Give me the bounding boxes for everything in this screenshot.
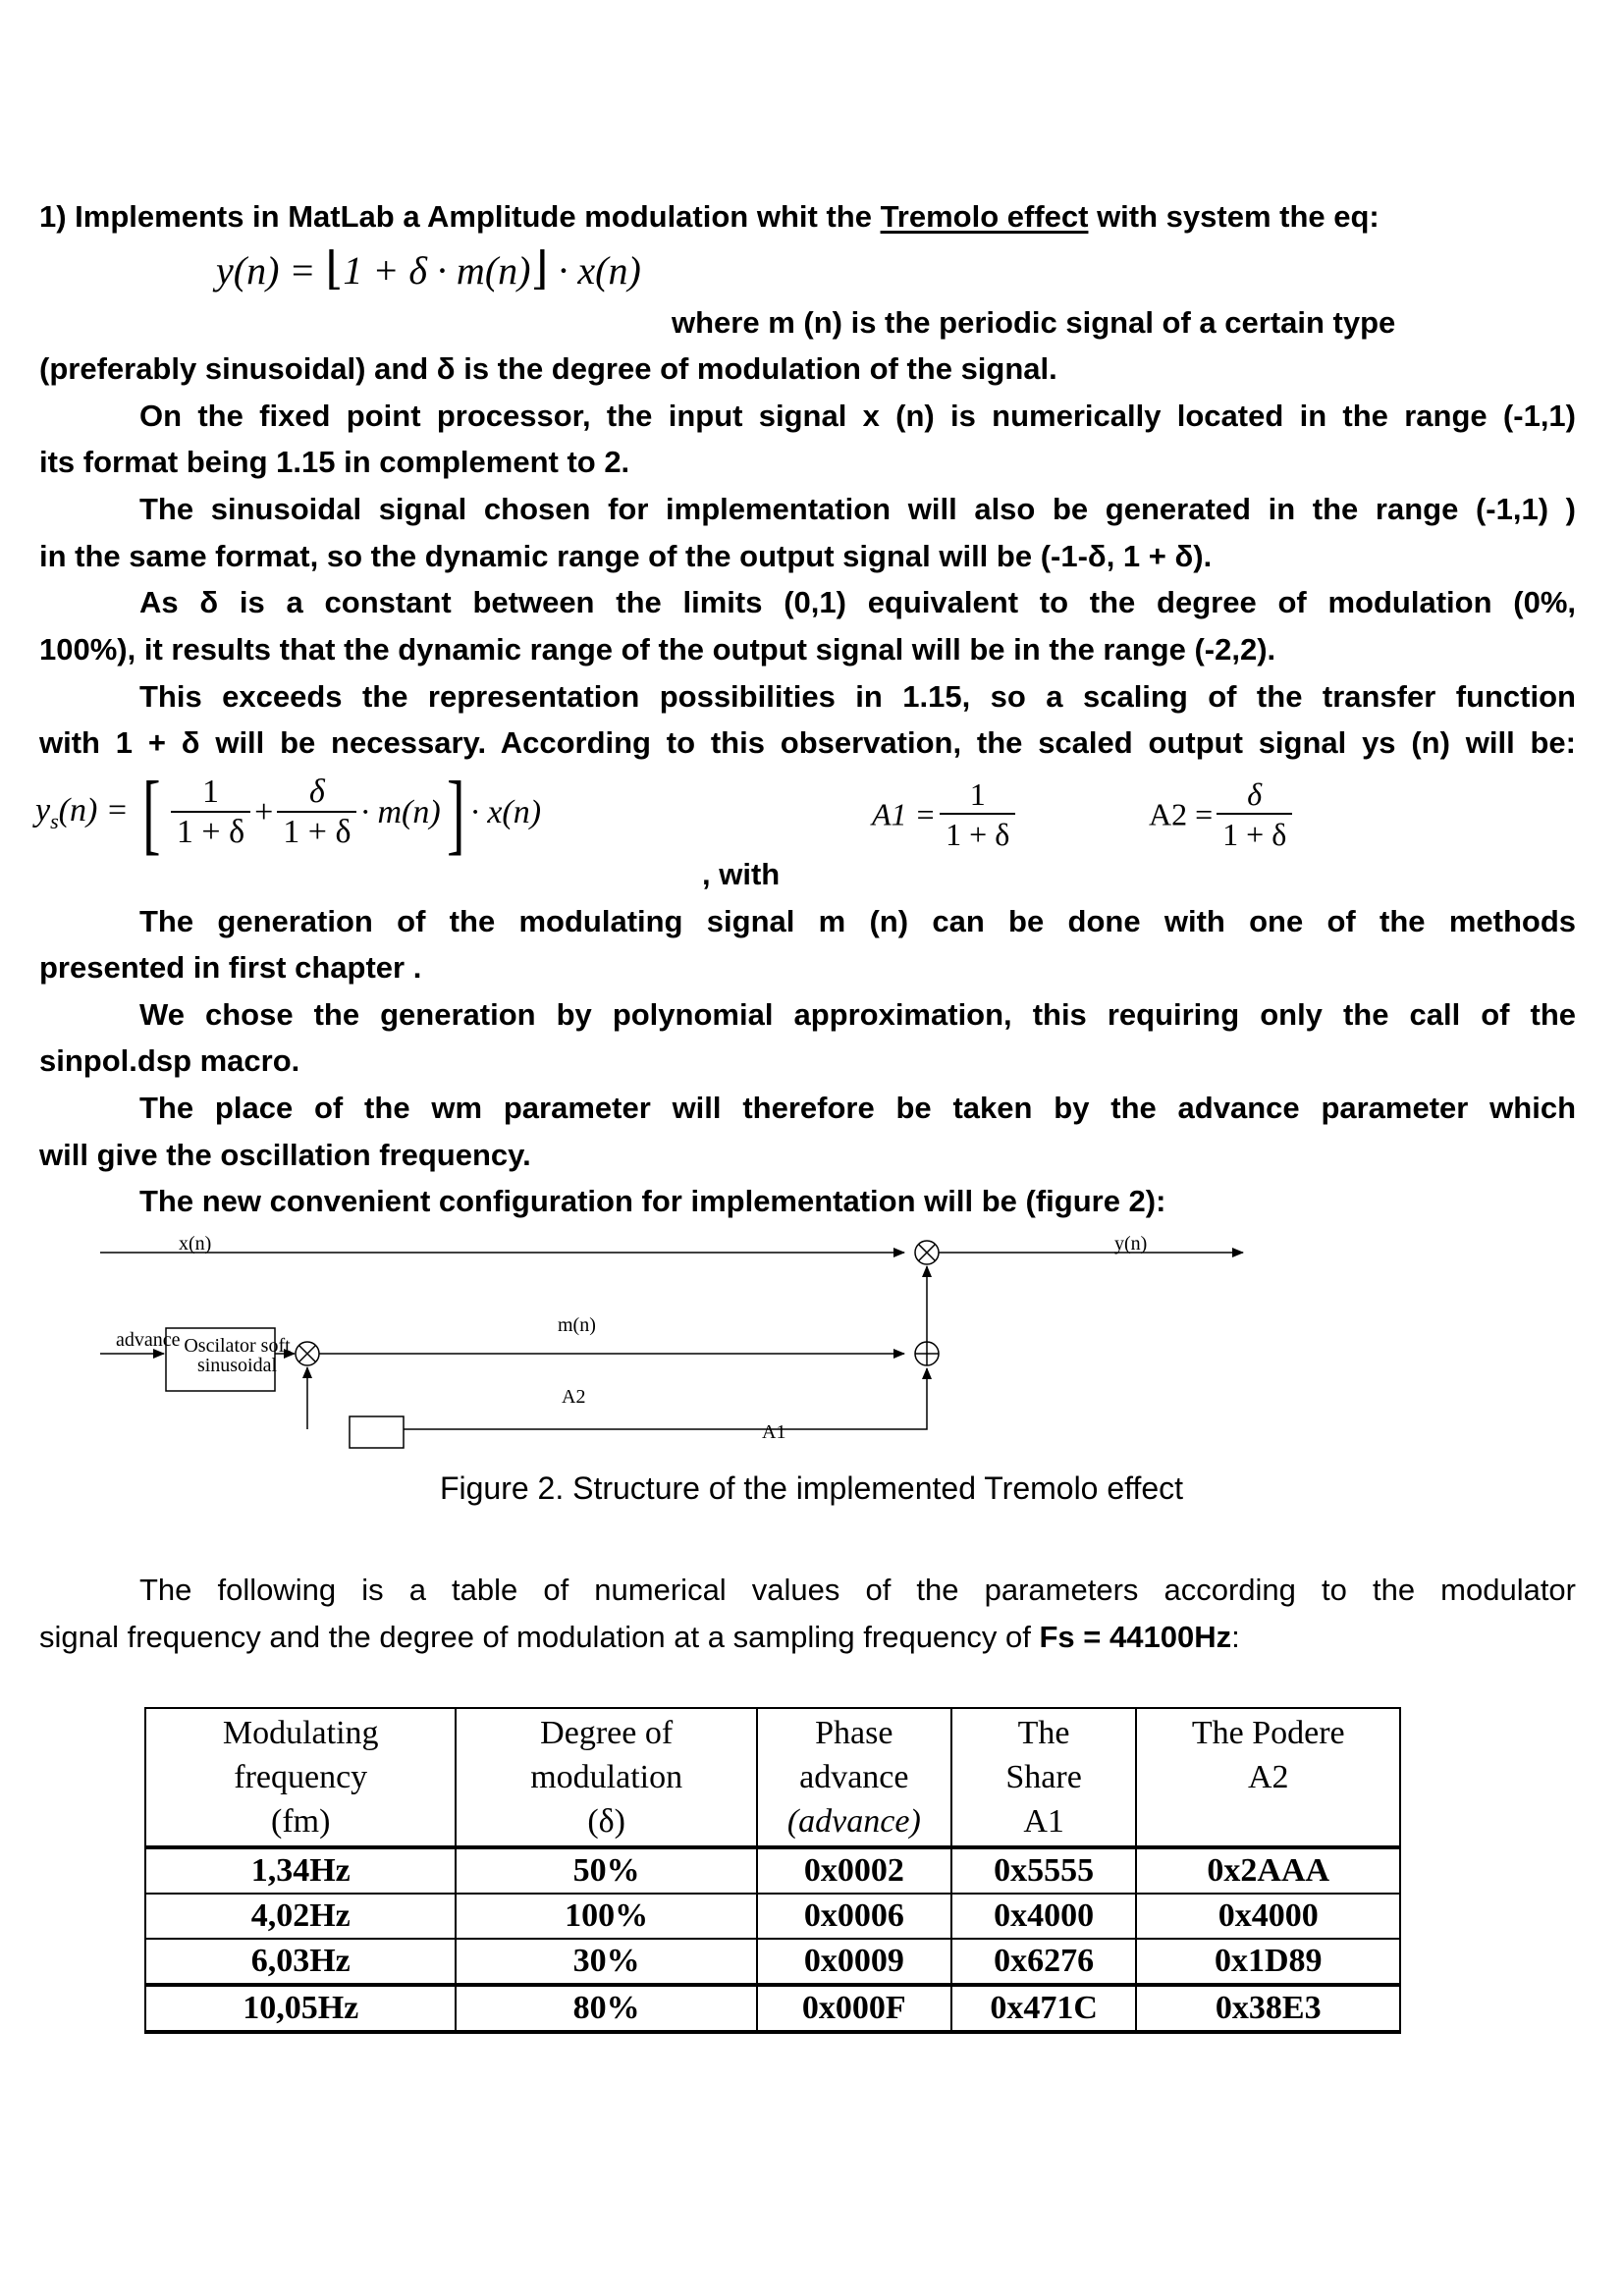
paragraph-text: This exceeds the representation possibilities in 1.15, so a scaling of the transfer function [139, 679, 1576, 714]
paragraph-text: 100%), it results that the dynamic range of the output signal will be in the range (-2,2). [39, 632, 1276, 667]
diagram-label-input: x(n) [179, 1233, 212, 1255]
paragraph-text: The sinusoidal signal chosen for implementation will also be generated in the range (-1,1) ) [139, 492, 1576, 526]
paragraph-text: On the fixed point processor, the input signal x (n) is numerically located in the range (-1,1) [139, 399, 1576, 433]
paragraph-text: As δ is a constant between the limits (0,1) equivalent to the degree of modulation (0%, [139, 585, 1576, 619]
section-heading: 1) Implements in MatLab a Amplitude modulation whit the Tremolo effect with system the eq: [39, 199, 1380, 234]
fraction: $\frac{\delta}{1 + \delta}$ [277, 774, 356, 852]
table-header-row [145, 1708, 1400, 1847]
paragraph-text: We chose the generation by polynomial approximation, this requiring only the call of the [139, 997, 1576, 1032]
paragraph-text: (preferably sinusoidal) and δ is the degree of modulation of the signal. [39, 351, 1057, 386]
paragraph-text: its format being 1.15 in complement to 2. [39, 445, 630, 479]
column-header: The Share A1 [951, 1708, 1137, 1847]
column-header: Phase advance (advance) [757, 1708, 951, 1847]
table-row: 10,05Hz 80% 0x000F 0x471C 0x38E3 [145, 1985, 1400, 2032]
table-row: 1,34Hz 50% 0x0002 0x5555 0x2AAA [145, 1847, 1400, 1894]
table-row: 6,03Hz 30% 0x0009 0x6276 0x1D89 [145, 1939, 1400, 1985]
column-header: Modulating frequency (fm) [145, 1708, 456, 1847]
block-diagram [0, 1217, 1623, 1502]
diagram-label-a2: A2 [562, 1386, 586, 1408]
paragraph-text: The new convenient configuration for implementation will be (figure 2): [139, 1184, 1166, 1218]
equation-scaled-output: $y_s(n)$ = [ $\frac{1}{1 + \delta}$ + $\frac{\delta}{1 + \delta}$ · m(n)] · x(n) [35, 763, 542, 863]
paragraph-text: where m (n) is the periodic signal of a certain type [672, 305, 1396, 340]
paragraph-text: will give the oscillation frequency. [39, 1138, 531, 1172]
fraction: $\frac{1}{1 + \delta}$ [171, 774, 250, 852]
paragraph-text: presented in first chapter . [39, 950, 422, 985]
diagram-label-advance: advance [116, 1329, 181, 1351]
paragraph-text: sinpol.dsp macro. [39, 1043, 300, 1078]
paragraph-text: The generation of the modulating signal m (n) can be done with one of the methods [139, 904, 1576, 938]
column-header: The Podere A2 [1136, 1708, 1400, 1847]
paragraph-text: signal frequency and the degree of modulation at a sampling frequency of Fs = 44100Hz: [39, 1620, 1240, 1654]
oscillator-block: Oscilator soft sinusoidal [184, 1335, 291, 1376]
table-row: 4,02Hz 100% 0x0006 0x4000 0x4000 [145, 1894, 1400, 1939]
with-text: , with [702, 857, 781, 891]
tremolo-effect-link[interactable]: Tremolo effect [880, 199, 1089, 234]
equation-a1: A1 = $\frac{1}{1 + \delta}$ [872, 775, 1019, 854]
paragraph-text: in the same format, so the dynamic range of the output signal will be (-1-δ, 1 + δ). [39, 539, 1213, 573]
paragraph-text: The place of the wm parameter will therefore be taken by the advance parameter which [139, 1091, 1576, 1125]
figure-caption: Figure 2. Structure of the implemented Tremolo effect [439, 1470, 1184, 1506]
equation-a2: A2 = $\frac{\delta}{1 + \delta}$ [1149, 775, 1296, 854]
diagram-label-mn: m(n) [558, 1314, 596, 1336]
equation-tremolo: y(n) = ⌊1 + δ · m(n)⌋ · x(n) [216, 243, 641, 294]
paragraph-text: The following is a table of numerical values of the parameters according to the modulator [139, 1573, 1576, 1607]
parameters-table [144, 1707, 1401, 2034]
column-header: Degree of modulation (δ) [456, 1708, 756, 1847]
diagram-label-output: y(n) [1114, 1233, 1148, 1255]
diagram-label-a1: A1 [762, 1421, 786, 1443]
paragraph-text: with 1 + δ will be necessary. According to this observation, the scaled output signal ys (n) will be: [39, 725, 1576, 760]
